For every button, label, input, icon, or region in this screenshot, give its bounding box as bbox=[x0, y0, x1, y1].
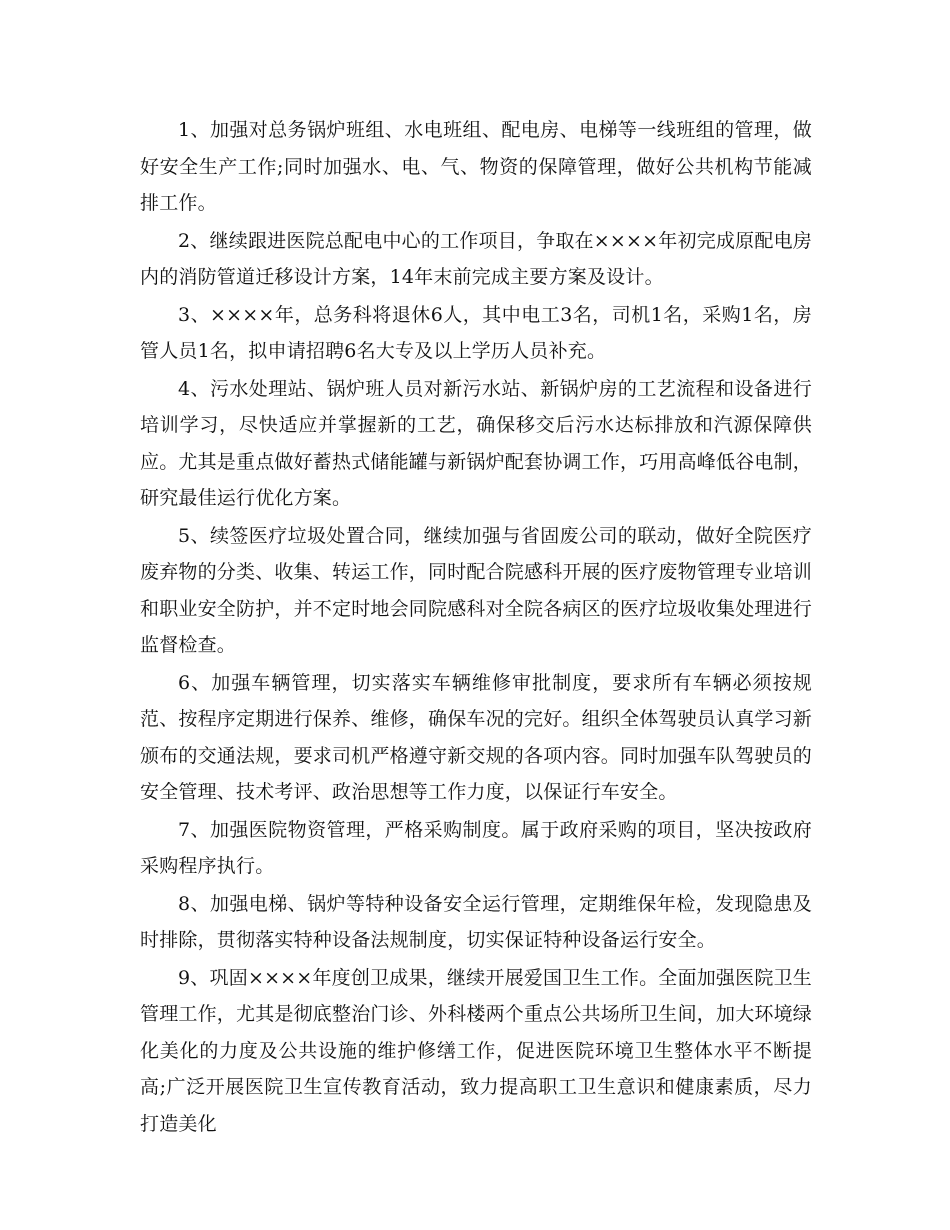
paragraph-4: 4、污水处理站、锅炉班人员对新污水站、新锅炉房的工艺流程和设备进行培训学习，尽快适应并掌握新的工艺，确保移交后污水达标排放和汽源保障供应。尤其是重点做好蓄热式储能罐与新锅炉配套协调工作，巧用高峰低谷电制，研究最佳运行优化方案。 bbox=[140, 377, 813, 509]
paragraph-2: 2、继续跟进医院总配电中心的工作项目，争取在××××年初完成原配电房内的消防管道迁移设计方案，14年末前完成主要方案及设计。 bbox=[140, 229, 812, 288]
paragraph-6: 6、加强车辆管理，切实落实车辆维修审批制度，要求所有车辆必须按规范、按程序定期进行保养、维修，确保车况的完好。组织全体驾驶员认真学习新颁布的交通法规，要求司机严格遵守新交规的各项内容。同时加强车队驾驶员的安全管理、技术考评、政治思想等工作力度，以保证行车安全。 bbox=[140, 671, 813, 803]
paragraph-9: 9、巩固××××年度创卫成果，继续开展爱国卫生工作。全面加强医院卫生管理工作，尤其是彻底整治门诊、外科楼两个重点公共场所卫生间，加大环境绿化美化的力度及公共设施的维护修缮工作，促进医院环境卫生整体水平不断提高;广泛开展医院卫生宣传教育活动，致力提高职工卫生意识和健康素质，尽力打造美化 bbox=[140, 966, 813, 1135]
paragraph-7: 7、加强医院物资管理，严格采购制度。属于政府采购的项目，坚决按政府采购程序执行。 bbox=[140, 818, 812, 877]
paragraph-5: 5、续签医疗垃圾处置合同，继续加强与省固废公司的联动，做好全院医疗废弃物的分类、收集、转运工作，同时配合院感科开展的医疗废物管理专业培训和职业安全防护，并不定时地会同院感科对全院各病区的医疗垃圾收集处理进行监督检查。 bbox=[140, 524, 813, 656]
paragraph-8: 8、加强电梯、锅炉等特种设备安全运行管理，定期维保年检，发现隐患及时排除，贯彻落实特种设备法规制度，切实保证特种设备运行安全。 bbox=[140, 892, 812, 951]
document-body bbox=[140, 112, 812, 1143]
paragraph-1: 1、加强对总务锅炉班组、水电班组、配电房、电梯等一线班组的管理，做好安全生产工作;同时加强水、电、气、物资的保障管理，做好公共机构节能减排工作。 bbox=[140, 119, 812, 214]
paragraph-3: 3、××××年，总务科将退休6人，其中电工3名，司机1名，采购1名，房管人员1名，拟申请招聘6名大专及以上学历人员补充。 bbox=[140, 303, 812, 362]
